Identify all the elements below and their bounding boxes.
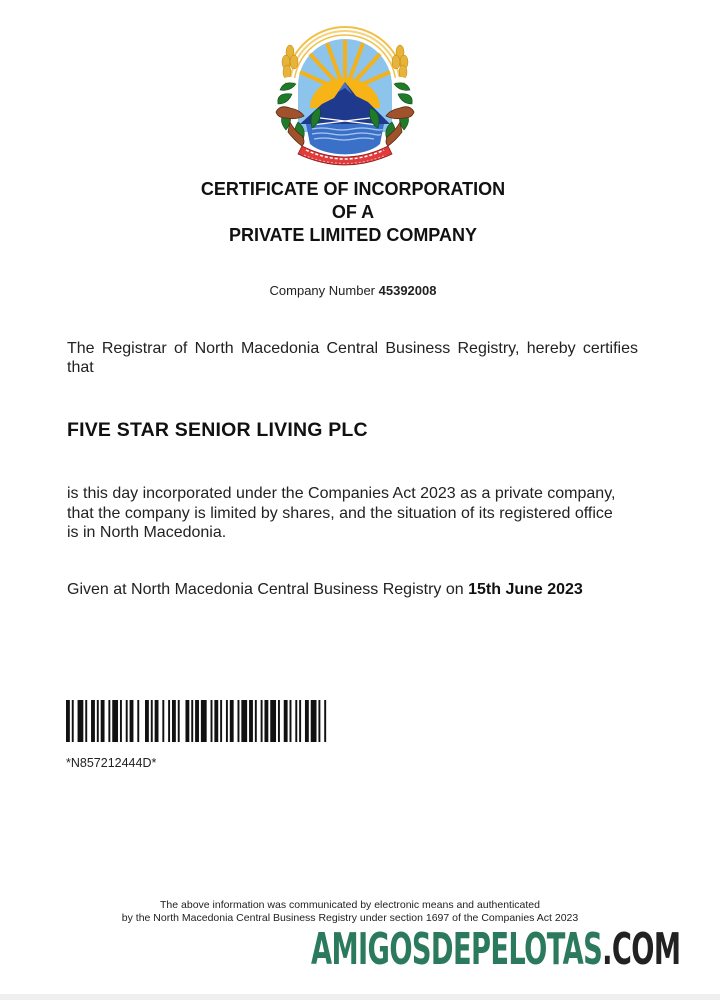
barcode-text: *N857212444D* [66, 756, 157, 770]
footer-line-1: The above information was communicated by electronic means and authenticated [160, 899, 540, 911]
footer-line-2: by the North Macedonia Central Business Registry under section 1697 of the Companies Act 2023 [121, 911, 579, 924]
incorporation-statement: is this day incorporated under the Companies Act 2023 as a private company, that the company is limited by shares, and the situation of its registered office is in North Macedonia. [67, 485, 616, 541]
certificate-title [0, 178, 706, 247]
bottom-edge [0, 994, 720, 1000]
company-number-line [0, 283, 706, 298]
given-at-line [67, 581, 583, 599]
given-date: 15th June 2023 [468, 581, 583, 598]
registrar-intro: The Registrar of North Macedonia Central Business Registry, hereby certifies that [67, 340, 638, 376]
title-line-3: PRIVATE LIMITED COMPANY [228, 225, 477, 245]
coat-of-arms-icon [272, 12, 418, 166]
watermark [311, 925, 680, 975]
title-line-1: CERTIFICATE OF INCORPORATION [200, 179, 506, 199]
given-prefix: Given at North Macedonia Central Business Registry on [67, 581, 464, 598]
title-line-2: OF A [331, 202, 375, 222]
company-number-value: 45392008 [378, 283, 437, 298]
company-name: FIVE STAR SENIOR LIVING PLC [67, 419, 368, 441]
company-number-label: Company Number [269, 283, 376, 298]
authentication-footer [0, 899, 700, 924]
barcode [66, 700, 330, 742]
watermark-tld: .COM [602, 924, 681, 975]
watermark-name: AMIGOSDEPELOTAS [311, 924, 603, 975]
